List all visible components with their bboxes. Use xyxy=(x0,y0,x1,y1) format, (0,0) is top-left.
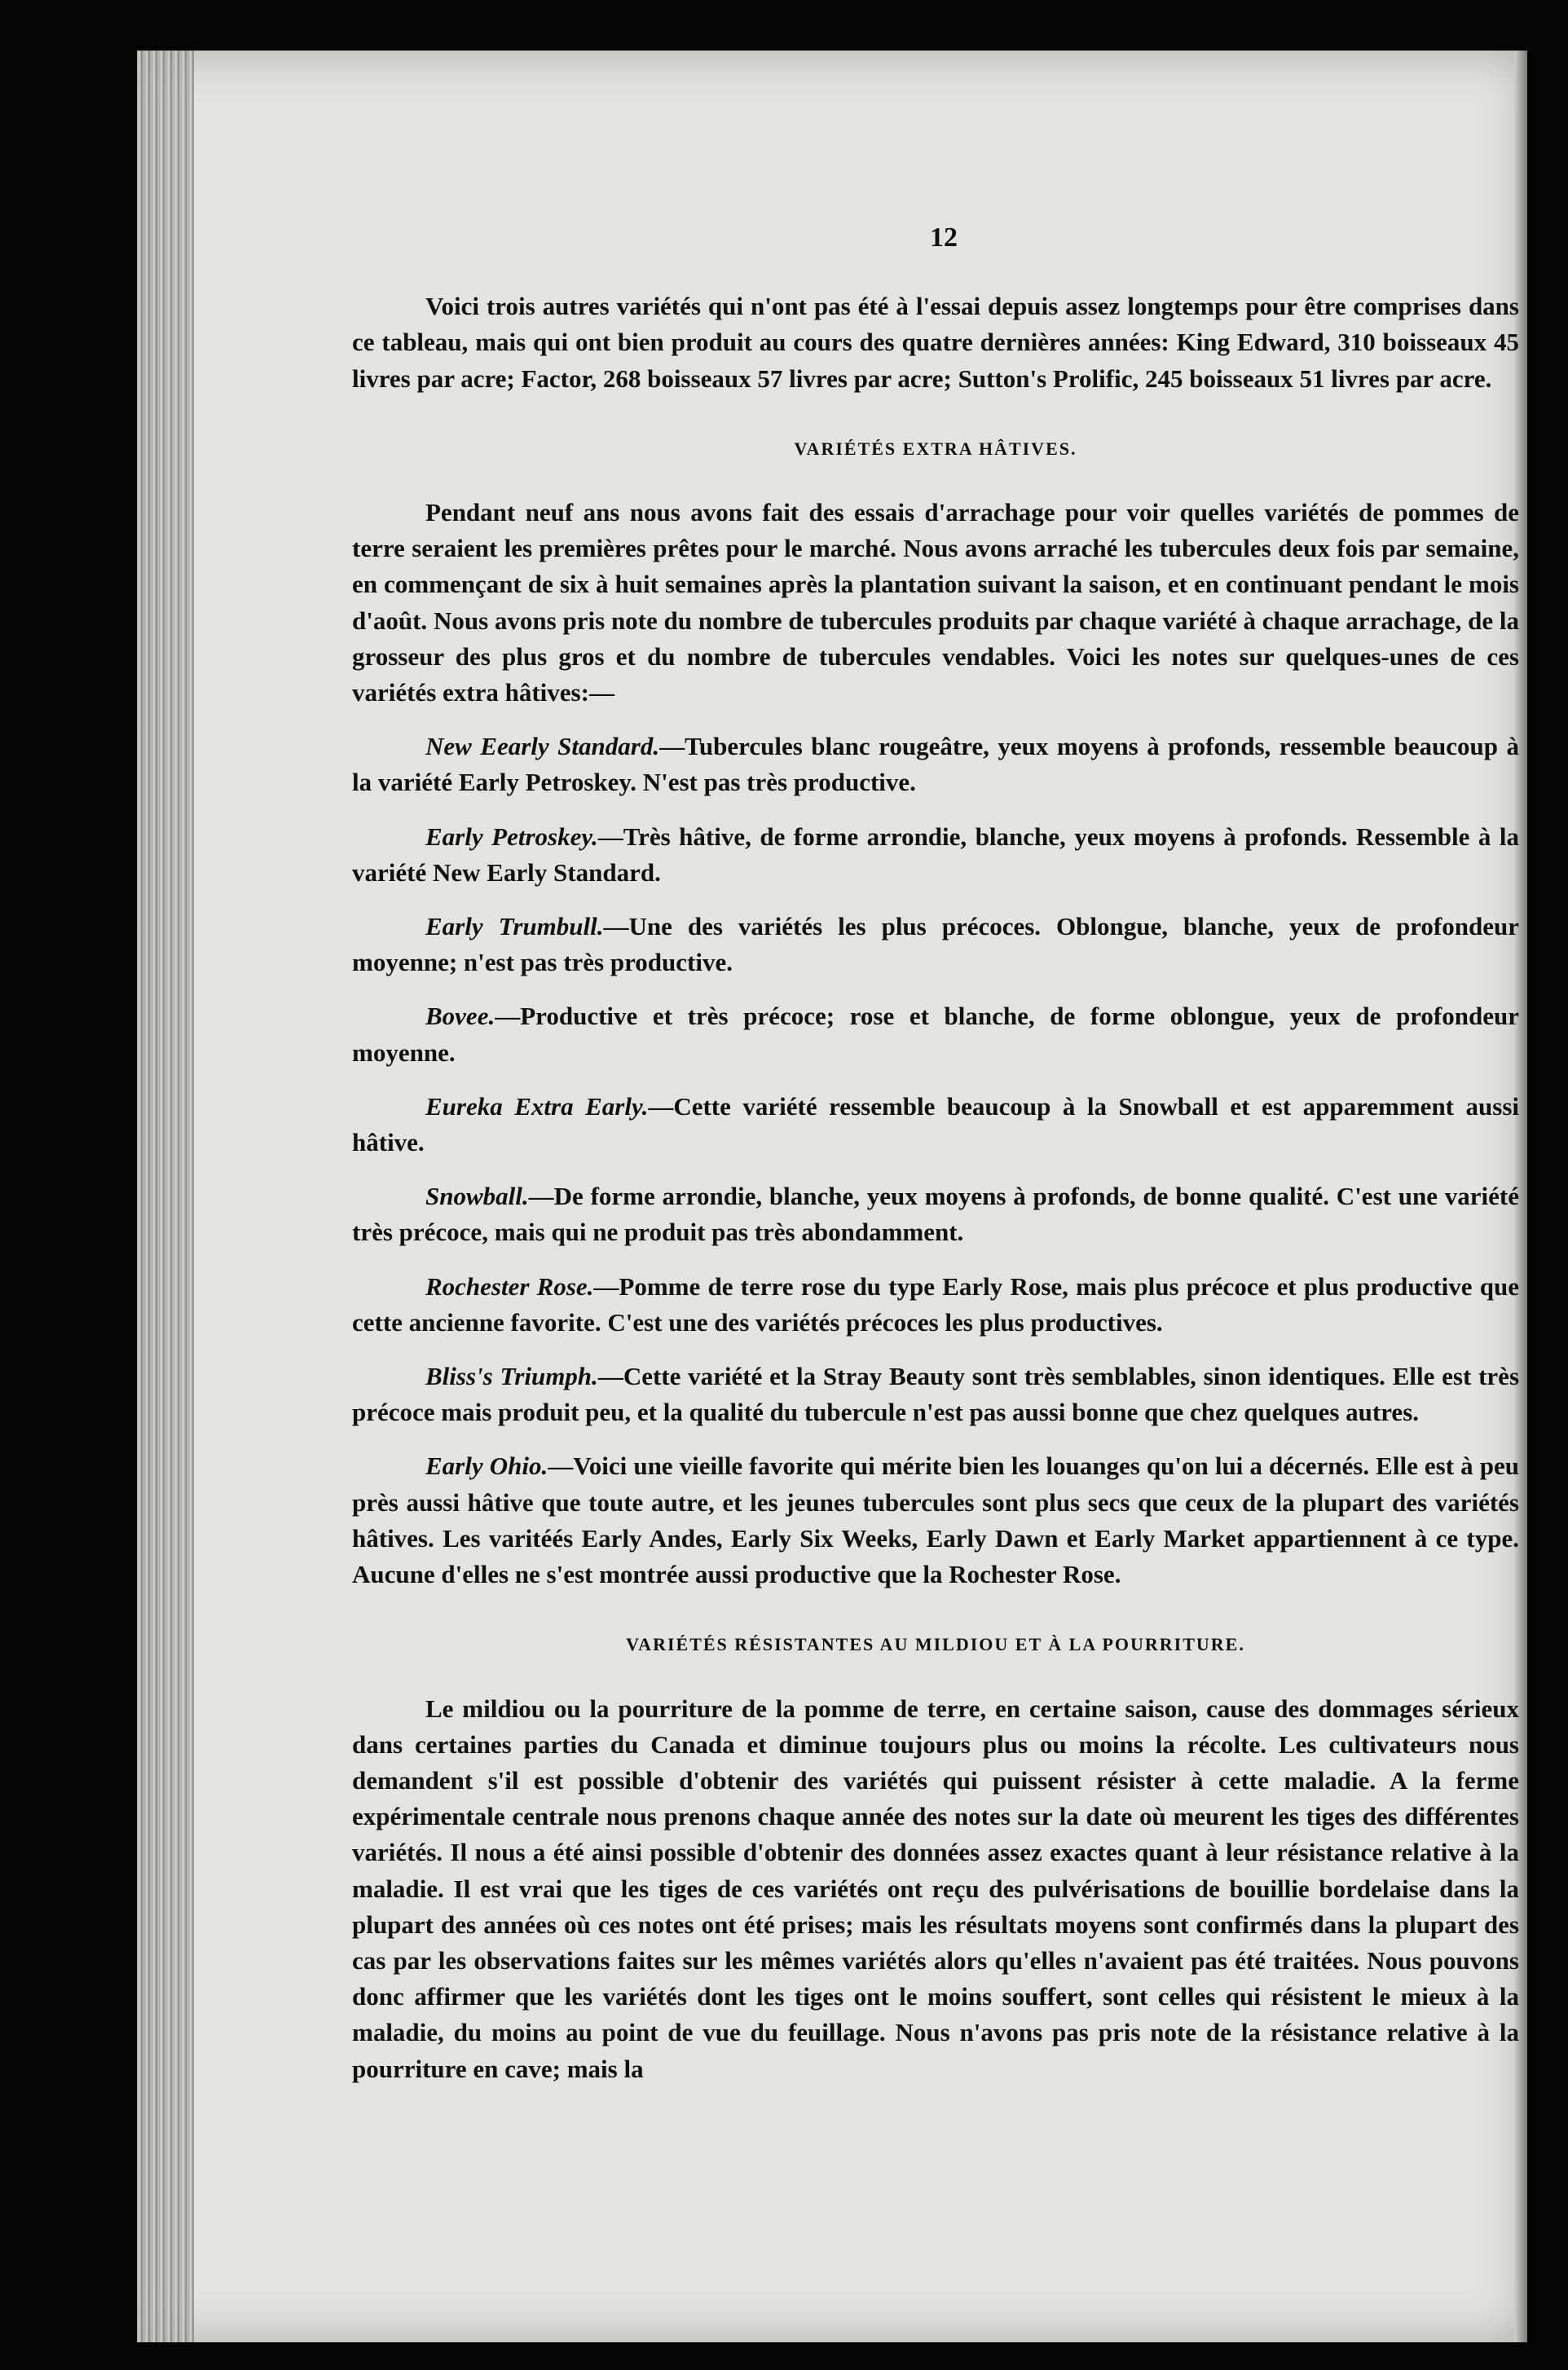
variety-name: New Eearly Standard. xyxy=(425,732,660,761)
variety-description: —Très hâtive, de forme arrondie, blanche, yeux moyens à profonds. Ressemble à la variété New Early Standard. xyxy=(352,822,1519,887)
variety-entry xyxy=(352,1089,1519,1161)
variety-entry xyxy=(352,1359,1519,1430)
variety-entry xyxy=(352,909,1519,980)
variety-entry xyxy=(352,729,1519,800)
body-paragraph-arrachage: Pendant neuf ans nous avons fait des essais d'arrachage pour voir quelles variétés de pommes de terre seraient les premières prêtes pour le marché. Nous avons arraché les tubercules deux fois par semaine, en commençant de six à huit semaines après la plantation suivant la saison, et en continuant pendant le mois d'août. Nous avons pris note du nombre de tubercules produits par chaque variété à chaque arrachage, de la grosseur des plus gros et du nombre de tubercules vendables. Voici les notes sur quelques-unes de ces variétés extra hâtives:— xyxy=(352,498,1519,707)
page-content xyxy=(352,220,1519,2105)
variety-name: Early Petroskey. xyxy=(425,822,598,851)
variety-entry xyxy=(352,1178,1519,1250)
page-number: 12 xyxy=(930,222,958,253)
variety-entry xyxy=(352,1269,1519,1341)
page-stack-edge xyxy=(137,51,194,2342)
variety-name: Eureka Extra Early. xyxy=(425,1091,649,1121)
variety-description: —Cette variété et la Stray Beauty sont très semblables, sinon identiques. Elle est très précoce mais produit peu, et la qualité du tubercule n'est pas aussi bonne que chez quelques autres. xyxy=(352,1362,1520,1427)
section-heading-extra-hatives: VARIÉTÉS EXTRA HÂTIVES. xyxy=(794,438,1077,459)
variety-name: Bovee. xyxy=(425,1002,496,1031)
variety-description: —Voici une vieille favorite qui mérite bien les louanges qu'on lui a décernés. Elle est à peu près aussi hâtive que toute autre, et les jeunes tubercules sont plus secs que ceux de la plupart des variétés hâtives. Les varitéés Early Andes, Early Six Weeks, Early Dawn et Early Market appartiennent à ce type. Aucune d'elles ne s'est montrée aussi productive que la Rochester Rose. xyxy=(352,1452,1519,1589)
variety-name: Early Ohio. xyxy=(425,1452,548,1481)
variety-name: Rochester Rose. xyxy=(425,1271,594,1301)
variety-description: —Tubercules blanc rougeâtre, yeux moyens à profonds, ressemble beaucoup à la variété Early Petroskey. N'est pas très productive. xyxy=(352,732,1519,797)
variety-description: —Une des variétés les plus précoces. Oblongue, blanche, yeux de profondeur moyenne; n'est pas très productive. xyxy=(352,912,1519,977)
variety-entry xyxy=(352,819,1519,891)
variety-description: —Cette variété ressemble beaucoup à la Snowball et est apparemment aussi hâtive. xyxy=(352,1091,1519,1157)
intro-paragraph: Voici trois autres variétés qui n'ont pas été à l'essai depuis assez longtemps pour être comprises dans ce tableau, mais qui ont bien produit au cours des quatre dernières années: King Edward, 310 boisseaux 45 livres par acre; Factor, 268 boisseaux 57 livres par acre; Sutton's Prolific, 245 boisseaux 51 livres par acre. xyxy=(352,292,1519,393)
variety-name: Bliss's Triumph. xyxy=(425,1362,598,1391)
variety-name: Early Trumbull. xyxy=(425,912,604,941)
variety-entry xyxy=(352,998,1519,1070)
variety-description: —Pomme de terre rose du type Early Rose, mais plus précoce et plus productive que cette ancienne favorite. C'est une des variétés précoces les plus productives. xyxy=(352,1271,1519,1337)
variety-description: —De forme arrondie, blanche, yeux moyens à profonds, de bonne qualité. C'est une variété très précoce, mais qui ne produit pas très abondamment. xyxy=(352,1182,1519,1247)
variety-entry xyxy=(352,1448,1519,1592)
variety-description: —Productive et très précoce; rose et blanche, de forme oblongue, yeux de profondeur moyenne. xyxy=(352,1002,1519,1067)
body-paragraph-mildiou: Le mildiou ou la pourriture de la pomme de terre, en certaine saison, cause des dommages sérieux dans certaines parties du Canada et diminue toujours plus ou moins la récolte. Les cultivateurs nous demandent s'il est possible d'obtenir des variétés qui puissent résister à cette maladie. A la ferme expérimentale centrale nous prenons chaque année des notes sur la date où meurent les tiges des différentes variétés. Il nous a été ainsi possible d'obtenir des données assez exactes quant à leur résistance relative à la maladie. Il est vrai que les tiges de ces variétés ont reçu des pulvérisations de bouillie bordelaise dans la plupart des années où ces notes ont été prises; mais les résultats moyens sont confirmés dans la plupart des cas par les observations faites sur les mêmes variétés alors qu'elles n'avaient pas été traitées. Nous pouvons donc affirmer que les variétés dont les tiges ont le moins souffert, sont celles qui résistent le mieux à la maladie, du moins au point de vue du feuillage. Nous n'avons pas pris note de la résistance relative à la pourriture en cave; mais la xyxy=(352,1694,1519,2083)
variety-name: Snowball. xyxy=(425,1182,529,1211)
section-heading-mildiou: VARIÉTÉS RÉSISTANTES AU MILDIOU ET À LA POURRITURE. xyxy=(626,1634,1245,1655)
